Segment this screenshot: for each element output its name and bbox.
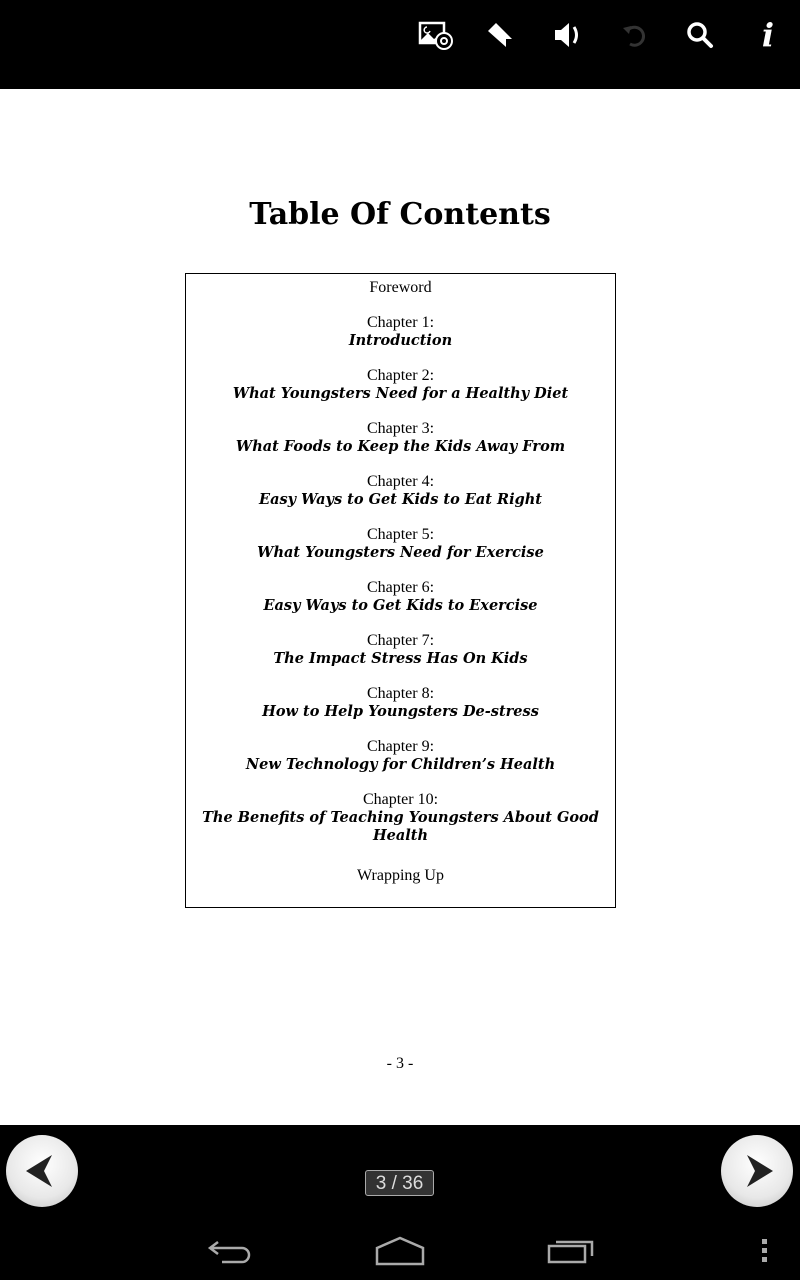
toc-entry-label: Chapter 3:: [366, 420, 435, 437]
bottom-bar: [0, 1125, 800, 1280]
toc-entry-title: New Technology for Children’s Health: [245, 756, 556, 773]
toc-entry[interactable]: [186, 473, 615, 509]
info-icon[interactable]: i: [761, 16, 775, 54]
toc-entry-title: Easy Ways to Get Kids to Eat Right: [259, 491, 542, 508]
toc-entry-title: Easy Ways to Get Kids to Exercise: [263, 597, 538, 614]
toc-entry-label: Chapter 9:: [366, 738, 435, 755]
recent-apps-icon[interactable]: [546, 1233, 596, 1269]
toc-entry[interactable]: [186, 420, 615, 456]
toc-entry-label: Chapter 4:: [366, 473, 435, 490]
toc-entry-label: Foreword: [369, 279, 432, 296]
toc-entry-label: Wrapping Up: [357, 867, 444, 884]
toc-entry-label: Chapter 8:: [366, 685, 435, 702]
toc-entry[interactable]: [186, 526, 615, 562]
previous-page-button[interactable]: [6, 1135, 78, 1207]
page-counter[interactable]: 3 / 36: [365, 1170, 434, 1196]
next-page-button[interactable]: [721, 1135, 793, 1207]
toc-entry[interactable]: [186, 367, 615, 403]
toc-entry-title: What Youngsters Need for Exercise: [257, 544, 544, 561]
page-number: - 3 -: [386, 1055, 414, 1072]
toc-entry[interactable]: [186, 632, 615, 668]
top-toolbar: [0, 0, 800, 89]
image-settings-icon[interactable]: [418, 17, 454, 53]
toc-entry[interactable]: [186, 685, 615, 721]
toc-entry-title: How to Help Youngsters De-stress: [262, 703, 539, 720]
toc-entry-label: Chapter 1:: [366, 314, 435, 331]
toc-entry[interactable]: [186, 314, 615, 350]
back-icon[interactable]: [205, 1233, 255, 1269]
toc-entry-label: Chapter 6:: [366, 579, 435, 596]
toc-entry[interactable]: [186, 791, 615, 845]
arrow-left-icon: [22, 1151, 62, 1191]
toc-entry-label: Chapter 5:: [366, 526, 435, 543]
toc-entry-label: Chapter 7:: [366, 632, 435, 649]
toc-entry-title: What Youngsters Need for a Healthy Diet: [232, 385, 569, 402]
toc-entry[interactable]: [186, 867, 615, 885]
undo-icon: [617, 17, 653, 53]
home-icon[interactable]: [374, 1233, 426, 1269]
toc-entry-label: Chapter 10:: [362, 791, 439, 808]
table-of-contents: [185, 273, 616, 908]
arrow-right-icon: [737, 1151, 777, 1191]
toc-entry-title: Introduction: [348, 332, 453, 349]
search-icon[interactable]: [682, 17, 718, 53]
toc-entry[interactable]: [186, 738, 615, 774]
toc-entry[interactable]: [186, 579, 615, 615]
page-title: Table Of Contents: [249, 197, 551, 232]
speaker-icon[interactable]: [550, 17, 586, 53]
overflow-menu-icon[interactable]: [755, 1233, 775, 1269]
bookmark-icon[interactable]: [482, 17, 518, 53]
toc-entry-title: The Benefits of Teaching Youngsters About Good Health: [202, 809, 599, 844]
document-page: [0, 89, 800, 1125]
toc-entry-label: Chapter 2:: [366, 367, 435, 384]
toc-entry[interactable]: [186, 279, 615, 297]
toc-entry-title: The Impact Stress Has On Kids: [273, 650, 528, 667]
toc-entry-title: What Foods to Keep the Kids Away From: [235, 438, 566, 455]
